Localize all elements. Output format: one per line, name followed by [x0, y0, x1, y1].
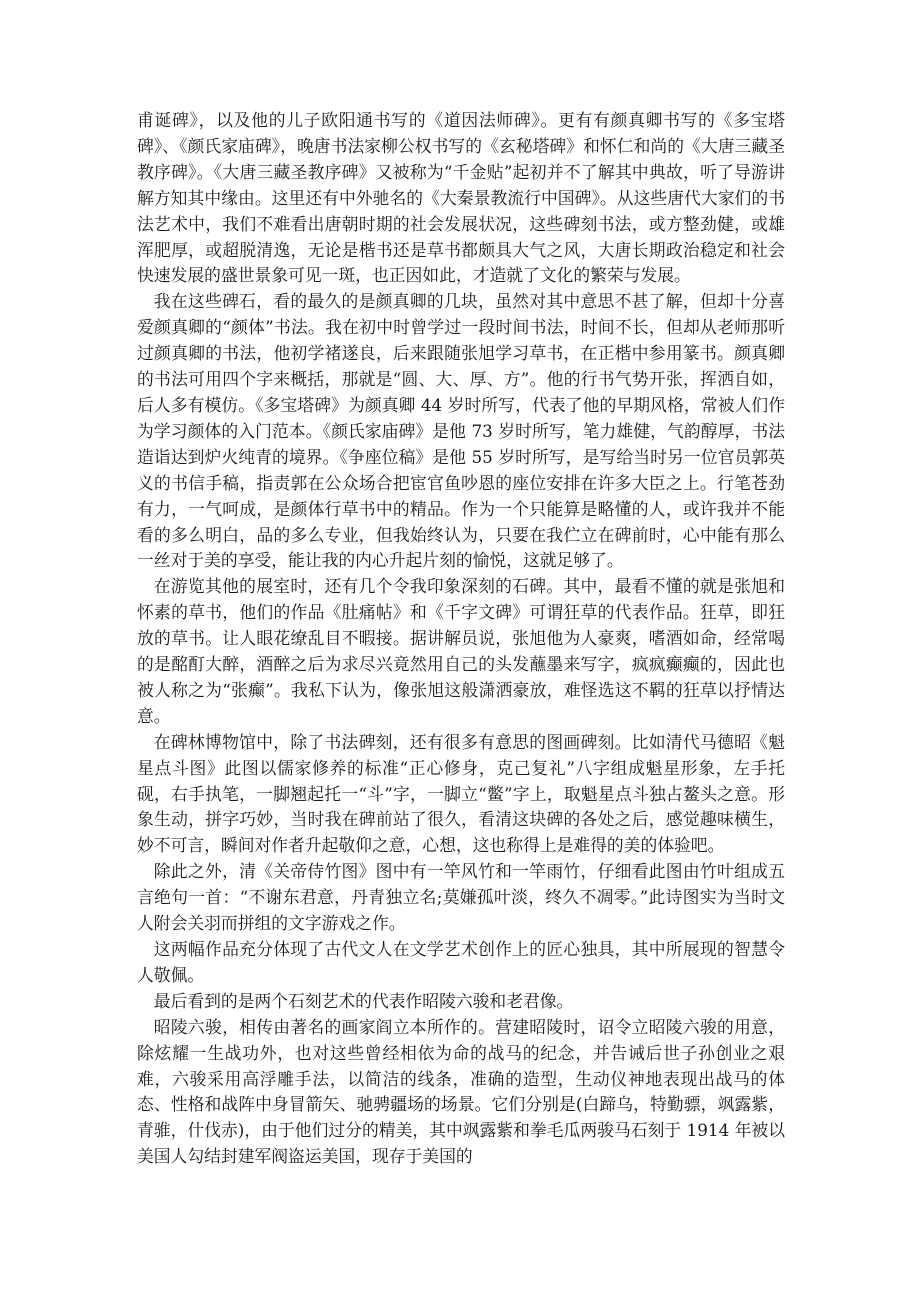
paragraph-8: 昭陵六骏，相传由著名的画家阎立本所作的。营建昭陵时，诏令立昭陵六骏的用意，除炫耀一生战功外，也对这些曾经相依为命的战马的纪念，并告诫后世子孙创业之艰难，六骏采用高浮雕手法，以简洁的线条，准确的造型，生动仪神地表现出战马的体态、性格和战阵中身冒箭矢、驰骋疆场的场景。它们分别是(白蹄乌，特勤骠，飒露紫，青骓，什伐赤)，由于他们过分的精美，其中飒露紫和拳毛瓜两骏马石刻于 1914 年被以美国人勾结封建军阀盗运美国，现存于美国的	[137, 1016, 785, 1167]
paragraph-5: 除此之外，清《关帝侍竹图》图中有一竿风竹和一竿雨竹，仔细看此图由竹叶组成五言绝句一首：“不谢东君意，丹青独立名;莫嫌孤叶淡，终久不凋零。”此诗图实为当时文人附会关羽而拼组的文字游戏之作。	[137, 861, 785, 934]
paragraph-7: 最后看到的是两个石刻艺术的代表作昭陵六骏和老君像。	[153, 990, 574, 1011]
paragraph-4: 在碑林博物馆中，除了书法碑刻，还有很多有意思的图画碑刻。比如清代马德昭《魁星点斗图》此图以儒家修养的标准“正心修身，克己复礼”八字组成魁星形象，左手托砚，右手执笔，一脚翘起托一“斗”字，一脚立“鳖”字上，取魁星点斗独占鳌头之意。形象生动，拼字巧妙，当时我在碑前站了很久，看清这块碑的各处之后，感觉趣味横生，妙不可言，瞬间对作者升起敬仰之意，心想，这也称得上是难得的美的体验吧。	[137, 731, 785, 856]
paragraph-3: 在游览其他的展室时，还有几个令我印象深刻的石碑。其中，最看不懂的就是张旭和怀素的草书，他们的作品《肚痛帖》和《千字文碑》可谓狂草的代表作品。狂草，即狂放的草书。让人眼花缭乱目不暇接。据讲解员说，张旭他为人豪爽，嗜酒如命，经常喝的是酩酊大醉，酒醉之后为求尽兴竟然用自己的头发蘸墨来写字，疯疯癫癫的，因此也被人称之为“张癫”。我私下认为，像张旭这般潇洒豪放，难怪选这不羁的狂草以抒情达意。	[137, 576, 785, 726]
paragraph-2: 我在这些碑石，看的最久的是颜真卿的几块，虽然对其中意思不甚了解，但却十分喜爱颜真卿的“颜体”书法。我在初中时曾学过一段时间书法，时间不长，但却从老师那听过颜真卿的书法，他初学褚遂良，后来跟随张旭学习草书，在正楷中参用篆书。颜真卿的书法可用四个字来概括，那就是“圆、大、厚、方”。他的行书气势开张，挥洒自如，后人多有模仿。《多宝塔碑》为颜真卿 44 岁时所写，代表了他的早期风格，常被人们作为学习颜体的入门范本。《颜氏家庙碑》是他 73 岁时所写，笔力雄健，气韵醇厚，书法造诣达到炉火纯青的境界。《争座位稿》是他 55 岁时所写，是写给当时另一位官员郭英义的书信手稿，指责郭在公众场合把宦官鱼吵恩的座位安排在许多大臣之上。行笔苍劲有力，一气呵成，是颜体行草书中的精品。作为一个只能算是略懂的人，或许我并不能看的多么明白，品的多么专业，但我始终认为，只要在我伫立在碑前时，心中能有那么一丝对于美的享受，能让我的内心升起片刻的愉悦，这就足够了。	[137, 291, 785, 571]
document-page	[137, 108, 785, 1170]
paragraph-6: 这两幅作品充分体现了古代文人在文学艺术创作上的匠心独具，其中所展现的智慧令人敬佩。	[137, 939, 785, 985]
paragraph-1: 甫诞碑》，以及他的儿子欧阳通书写的《道因法师碑》。更有有颜真卿书写的《多宝塔碑》、《颜氏家庙碑》，晚唐书法家柳公权书写的《玄秘塔碑》和怀仁和尚的《大唐三藏圣教序碑》。《大唐三藏圣教序碑》又被称为“千金贴”起初并不了解其中典故，听了导游讲解方知其中缘由。这里还有中外驰名的《大秦景教流行中国碑》。从这些唐代大家们的书法艺术中，我们不难看出唐朝时期的社会发展状况，这些碑刻书法，或方整劲健，或雄浑肥厚，或超脱清逸，无论是楷书还是草书都颇具大气之风，大唐长期政治稳定和社会快速发展的盛世景象可见一斑，也正因如此，才造就了文化的繁荣与发展。	[137, 110, 785, 286]
